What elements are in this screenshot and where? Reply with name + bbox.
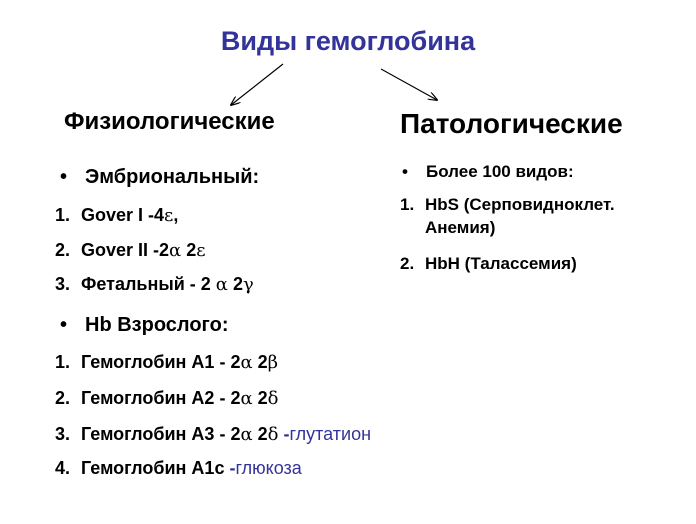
greek-symbol: α [169, 240, 182, 261]
item-mid: 2 [252, 388, 268, 408]
greek-symbol: δ [267, 388, 279, 409]
item-number: 4. [55, 458, 71, 478]
list-item [400, 193, 670, 239]
item-text: Gover I -4 [81, 205, 165, 225]
greek-symbol: β [267, 352, 279, 373]
bullet-text: Более 100 видов: [426, 162, 574, 181]
list-item [400, 252, 670, 275]
list-item [55, 352, 278, 373]
item-number: 2. [400, 254, 415, 273]
list-item [55, 458, 302, 479]
item-mid: 2 [227, 274, 243, 294]
arrow-left [231, 64, 283, 105]
group-label: Hb Взрослого: [85, 314, 229, 336]
item-mid: 2 [252, 424, 268, 444]
greek-symbol: α [240, 352, 253, 373]
right-bullet [402, 160, 574, 183]
item-number: 2. [55, 388, 71, 408]
item-number: 3. [55, 424, 71, 444]
bullet-marker: • [60, 314, 68, 336]
item-text: Гемоглобин А1с [81, 458, 230, 478]
item-mid: 2 [181, 240, 197, 260]
note-dash: - [229, 458, 236, 478]
greek-symbol: δ [267, 424, 279, 445]
note-glutathione: глутатион [289, 424, 372, 444]
item-number: 2. [55, 240, 71, 260]
item-text: Гемоглобин А1 - 2 [81, 352, 241, 372]
heading-pathological: Патологические [400, 108, 623, 139]
list-item [55, 274, 254, 295]
note-glucose: глюкоза [235, 458, 302, 478]
item-text: Фетальный - 2 [81, 274, 216, 294]
item-text: HbS (Серповидноклет. Анемия) [425, 195, 615, 237]
greek-symbol: α [215, 274, 228, 295]
group-embryonic [60, 166, 259, 189]
item-tail: , [173, 205, 179, 225]
item-number: 3. [55, 274, 71, 294]
item-number: 1. [55, 205, 71, 225]
item-number: 1. [400, 195, 415, 214]
item-text: Gover II -2 [81, 240, 170, 260]
greek-symbol: γ [242, 274, 254, 295]
list-item [55, 424, 371, 445]
bullet-marker: • [60, 166, 68, 188]
item-text: Гемоглобин А3 - 2 [81, 424, 241, 444]
list-item [55, 388, 278, 409]
item-text: Гемоглобин А2 - 2 [81, 388, 241, 408]
item-text: HbH (Талассемия) [425, 254, 577, 273]
arrow-right [381, 69, 437, 100]
list-item [55, 240, 206, 261]
bullet-marker: • [402, 162, 408, 181]
page-title: Виды гемоглобина [220, 26, 476, 56]
item-mid: 2 [252, 352, 268, 372]
greek-symbol: ε [164, 205, 174, 226]
group-label: Эмбриональный: [85, 166, 260, 188]
group-adult [60, 314, 229, 337]
greek-symbol: α [240, 388, 253, 409]
list-item [55, 205, 178, 226]
note-dash: - [278, 424, 290, 444]
greek-symbol: α [240, 424, 253, 445]
greek-symbol: ε [196, 240, 206, 261]
item-number: 1. [55, 352, 71, 372]
heading-physiological: Физиологические [64, 108, 275, 135]
